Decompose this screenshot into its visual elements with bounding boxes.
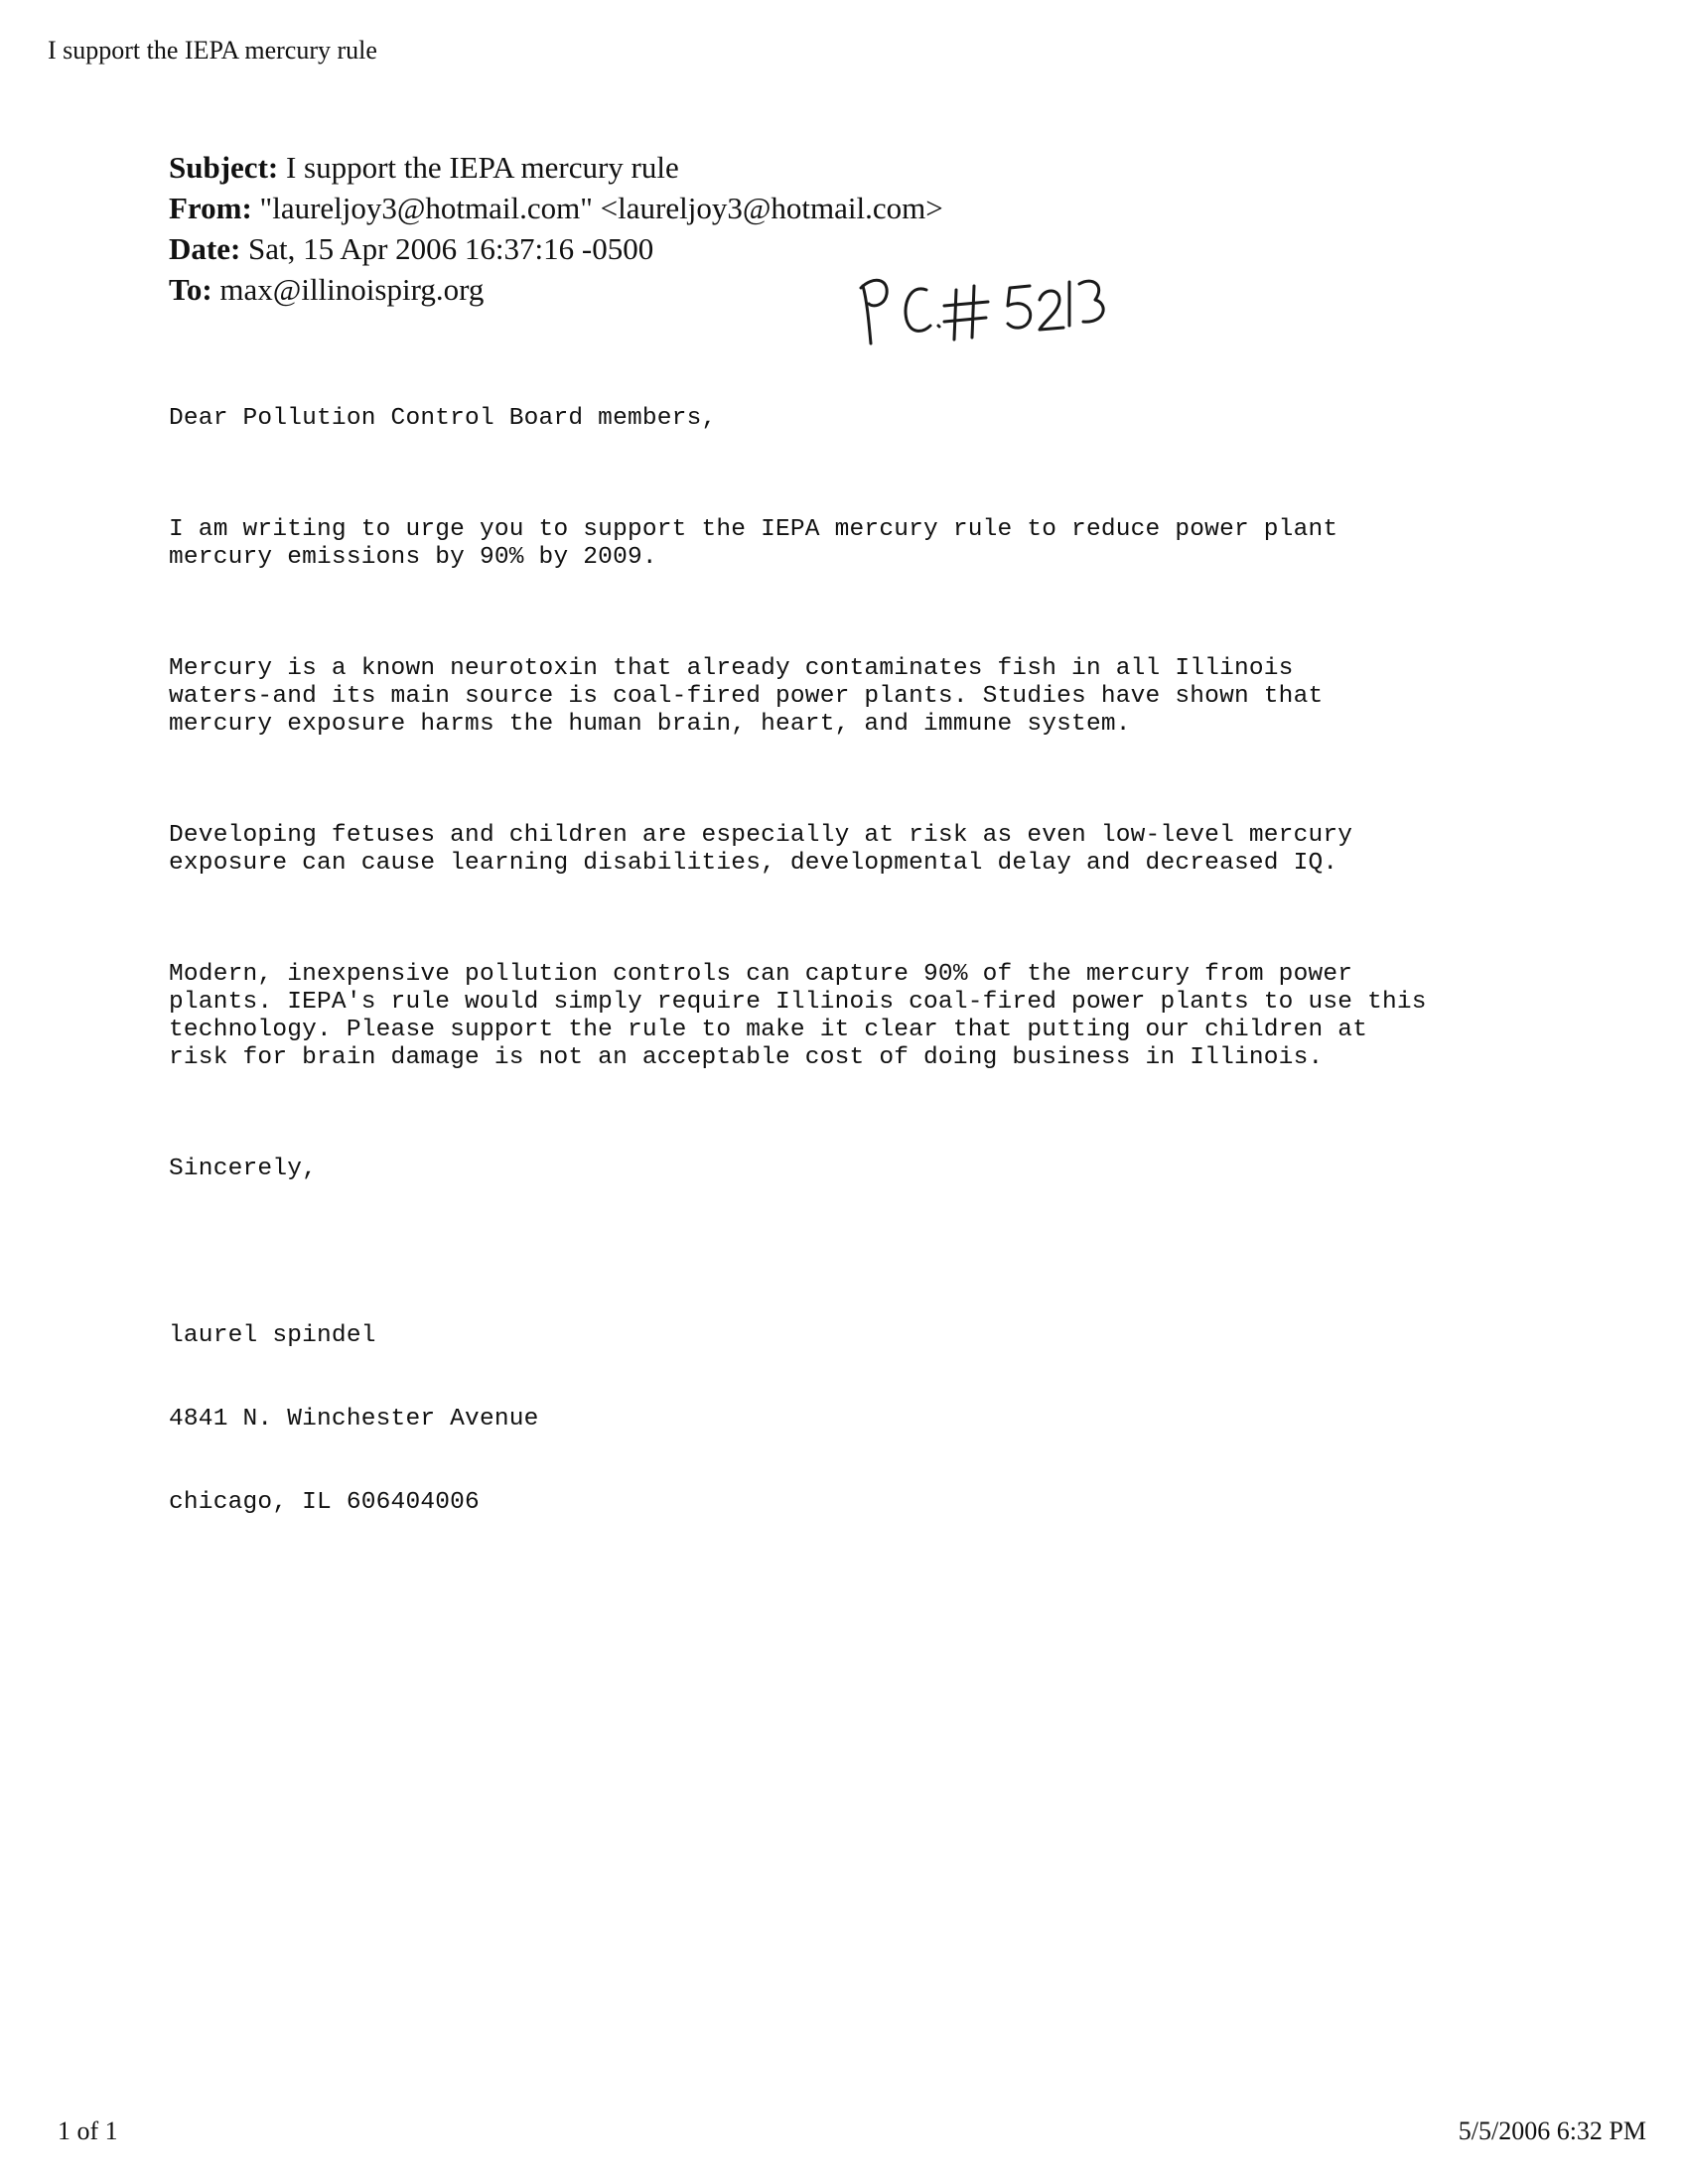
subject-row <box>169 147 943 188</box>
from-label: From: <box>169 191 252 225</box>
email-header <box>169 147 943 310</box>
from-value: "laureljoy3@hotmail.com" <laureljoy3@hotmail.com> <box>259 191 943 225</box>
printed-datetime: 5/5/2006 6:32 PM <box>1458 2116 1646 2145</box>
to-value: max@illinoispirg.org <box>219 272 485 307</box>
subject-value: I support the IEPA mercury rule <box>285 150 679 185</box>
to-row <box>169 269 943 310</box>
body-paragraph-3: Developing fetuses and children are especially at risk as even low-level mercury exposure can cause learning disabilities, developmental delay and decreased IQ. <box>169 822 1353 877</box>
signature-block <box>169 1267 1559 1572</box>
signature-name: laurel spindel <box>169 1322 376 1349</box>
date-row <box>169 228 943 269</box>
address-line-1: 4841 N. Winchester Avenue <box>169 1406 539 1433</box>
closing: Sincerely, <box>169 1156 318 1182</box>
body-paragraph-2: Mercury is a known neurotoxin that already contaminates fish in all Illinois waters-and its main source is coal-fired power plants. Studies have shown that mercury exposure harms the human brain, heart, and immune system. <box>169 655 1324 738</box>
body-paragraph-1: I am writing to urge you to support the IEPA mercury rule to reduce power plant mercury emissions by 90% by 2009. <box>169 516 1338 571</box>
body-paragraph-4: Modern, inexpensive pollution controls can capture 90% of the mercury from power plants. IEPA's rule would simply require Illinois coal-fired power plants to use this technology. Please support the rule to make it clear that putting our children at risk for brain damage is not an acceptable cost of doing business in Illinois. <box>169 961 1427 1071</box>
handwritten-pc-number-stamp <box>849 260 1107 359</box>
page-number: 1 of 1 <box>58 2116 118 2145</box>
subject-label: Subject: <box>169 150 279 185</box>
page-header-title: I support the IEPA mercury rule <box>48 36 377 65</box>
date-value: Sat, 15 Apr 2006 16:37:16 -0500 <box>248 231 654 266</box>
to-label: To: <box>169 272 212 307</box>
from-row <box>169 188 943 228</box>
date-label: Date: <box>169 231 241 266</box>
salutation: Dear Pollution Control Board members, <box>169 405 717 432</box>
address-line-2: chicago, IL 606404006 <box>169 1489 480 1516</box>
email-body <box>169 349 1559 1600</box>
